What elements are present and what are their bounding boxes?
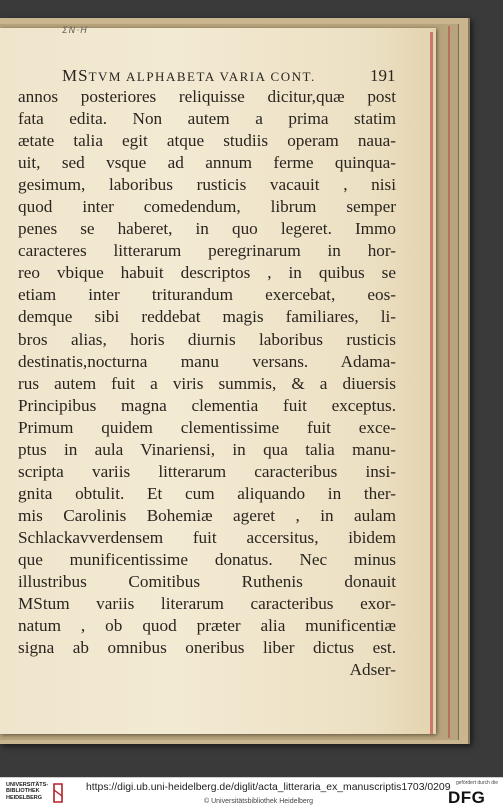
text-line: ptus in aula Vinariensi, in qua talia manu- [18, 439, 396, 459]
logo-line: UNIVERSITÄTS- [6, 782, 49, 788]
text-line: MStum variis literarum caracteribus exor- [18, 594, 396, 614]
running-head-rest: TVM ALPHABETA VARIA CONT. [88, 69, 316, 84]
text-line: destinatis,nocturna manu versans. Adama- [18, 351, 396, 371]
text-line: natum , ob quod præter alia munificentiæ [18, 616, 396, 636]
pencil-annotation: ΣΝ·Η [62, 26, 89, 36]
viewer-footer [0, 777, 503, 811]
logo-line: BIBLIOTHEK [6, 788, 40, 795]
text-line: scripta variis litterarum caracteribus insi- [18, 461, 396, 481]
text-line: illustribus Comitibus Ruthenis donauit [18, 572, 396, 592]
page-number: 191 [370, 66, 396, 85]
text-line: Primum quidem clementissime fuit exce- [18, 417, 396, 437]
text-line: etiam inter triturandum exercebat, eos- [18, 285, 396, 305]
text-line: bros alias, horis diurnis laboribus rusticis [18, 329, 396, 349]
logo-line: HEIDELBERG [6, 794, 43, 801]
red-page-edge-outer [448, 26, 450, 738]
library-logo[interactable] [6, 782, 48, 801]
text-line: fata edita. Non autem a prima statim [18, 109, 396, 129]
text-line: penes se haberet, in quo legeret. Immo [18, 219, 396, 239]
text-line: uit, sed vsque ad annum ferme quinqua- [18, 153, 396, 173]
text-line: quod inter comedendum, librum semper [18, 197, 396, 217]
text-line: ætate talia egit atque studiis operam naua- [18, 131, 396, 151]
text-line: caracteres litterarum peregrinarum in hor- [18, 241, 396, 261]
catchword: Adser- [349, 660, 396, 680]
text-line: Schlackavverdensem fuit accersitus, ibidem [18, 527, 396, 547]
body-text [18, 86, 396, 681]
running-head-first: MS [62, 66, 89, 85]
page-header [0, 58, 436, 88]
copyright-notice: © Universitätsbibliothek Heidelberg [204, 798, 314, 805]
text-line: reo vbique habuit descriptos , in quibus se [18, 263, 396, 283]
text-line: gnita obtulit. Et cum aliquando in ther- [18, 483, 396, 503]
text-line: gesimum, laboribus rusticis vacauit , nisi [18, 175, 396, 195]
library-mark-icon [52, 782, 64, 804]
running-head [62, 66, 316, 86]
dfg-logo[interactable]: DFG [448, 788, 486, 807]
funded-by-label: gefördert durch die [456, 780, 498, 786]
text-line: rus autem fuit a viris summis, & a diuersis [18, 373, 396, 393]
permalink-url[interactable]: https://digi.ub.uni-heidelberg.de/diglit/acta_litteraria_ex_manuscriptis1703/0209 [86, 782, 451, 793]
text-line: demque sibi reddebat magis familiares, li- [18, 307, 396, 327]
text-line: mis Carolinis Bohemiæ ageret , in aulam [18, 505, 396, 525]
text-line: que munificentissime donatus. Nec minus [18, 549, 396, 569]
text-line: Principibus magna clementia fuit exceptus. [18, 395, 396, 415]
text-line: signa ab omnibus oneribus liber dictus est. [18, 638, 396, 658]
red-page-edge [430, 32, 433, 734]
text-line: annos posteriores reliquisse dicitur,quæ post [18, 87, 396, 106]
